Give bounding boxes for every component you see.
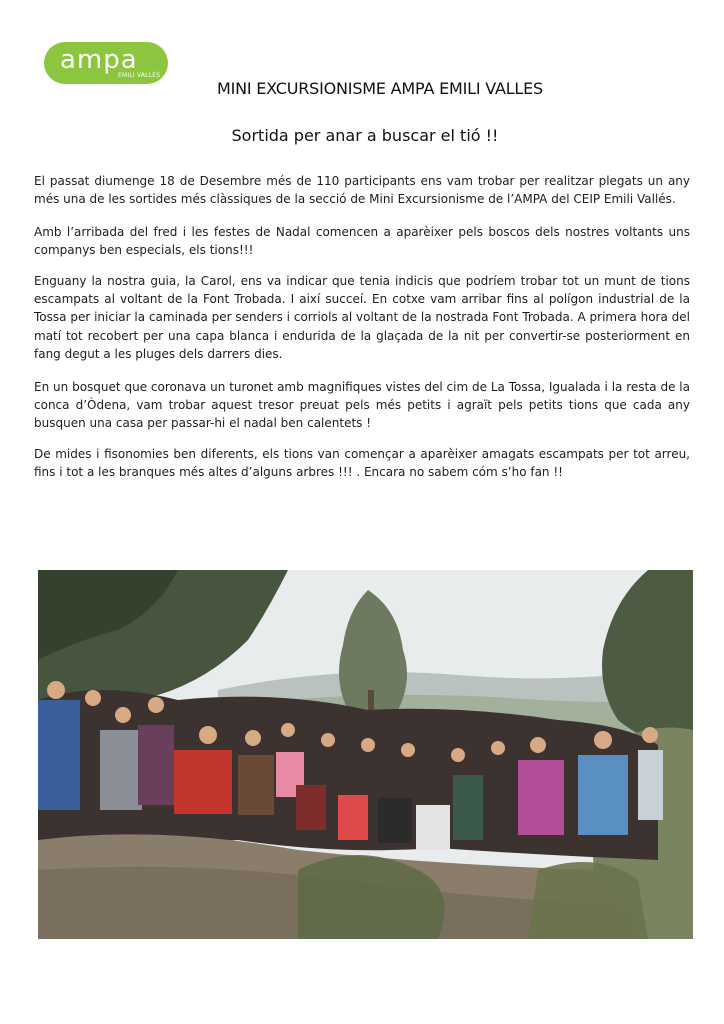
paragraph-intro: El passat diumenge 18 de Desembre més de 110 participants ens vam trobar per realitzar plegats un any més una de les sortides més clàssiques de la secció de Mini Excursionisme de l’AMPA del CEIP Emili Vallés. xyxy=(34,174,690,207)
paragraph-forest: En un bosquet que coronava un turonet amb magnifiques vistes del cim de La Tossa, Igualada i la resta de la conca d’Òdena, vam trobar aquest tresor preuat pels més petits i agraït pels petits tions que cada any busquen una casa per passar-hi el nadal ben calentets ! xyxy=(34,379,690,431)
paragraph-tions: De mides i fisonomies ben diferents, els tions van començar a aparèixer amagats escampats per tot arreu, fins i tot a les branques més altes d’alguns arbres !!! . Encara no sabem cóm s’ho fan !! xyxy=(34,446,690,480)
paragraph-arrival: Amb l’arribada del fred i les festes de Nadal comencen a aparèixer pels boscos dels nostres voltants uns companys ben especials, els tions!!! xyxy=(34,224,690,258)
group-photo-illustration xyxy=(38,570,693,939)
page-subtitle: Sortida per anar a buscar el tió !! xyxy=(231,126,499,145)
paragraph-guide: Enguany la nostra guia, la Carol, ens va indicar que tenia indicis que podríem trobar tot un munt de tions escampats al voltant de la Font Trobada. I així succeí. En cotxe vam arribar fins al polígon industrial de la Tossa per iniciar la caminada per senders i corriols al voltant de la nostrada Font Trobada. A primera hora del matí tot recobert per una capa blanca i endurida de la glaçada de la nit per convertir-se posteriorment en fang degut a les pluges dels darrers dies. xyxy=(34,273,690,362)
group-photo xyxy=(38,570,693,939)
ampa-logo xyxy=(44,42,168,84)
logo-wordmark: ampa xyxy=(60,45,138,75)
article-body xyxy=(34,172,690,494)
page-title: MINI EXCURSIONISME AMPA EMILI VALLES xyxy=(216,79,544,98)
logo-subtitle: EMILI VALLÉS xyxy=(118,72,161,79)
